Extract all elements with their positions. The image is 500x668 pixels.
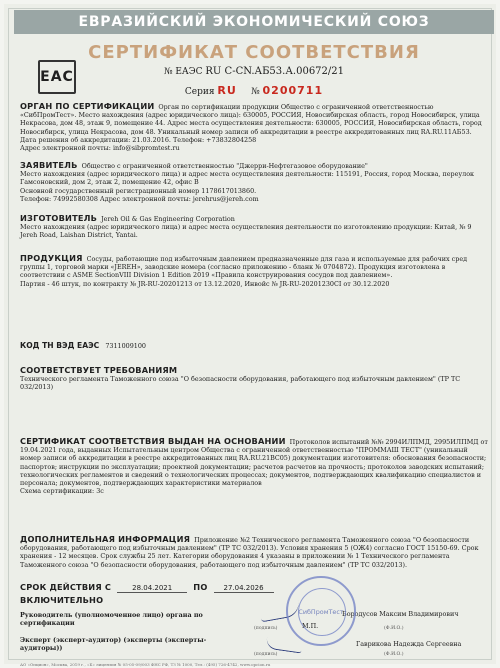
product-batch: Партия - 46 штук, по контракту № JR-RU-20201213 от 13.12.2020, Инвойс № JR-RU-20201230CI от 30.12.2020 [20, 279, 390, 288]
additional-text: Приложение №2 Технического регламента Таможенного союза "О безопасности оборудования, работающего под избыточным давлением" (ТР ТС 032/2013). Условия хранения 5 (ОЖ4) согласно ГОСТ 15150-69. Срок хранения - 12 месяцев. Срок службы 25 лет. Категории оборудования 4 указаны в приложении № 1 Технического регламента Таможенного союза "О безопасности оборудования, работающего под избыточным давлением" (ТР ТС 032/2013). [20, 536, 479, 569]
validity-inclusive-row [20, 595, 490, 605]
validity-row [20, 582, 490, 593]
manufacturer-heading: ИЗГОТОВИТЕЛЬ [20, 213, 98, 223]
requirements-text: Технического регламента Таможенного союза "О безопасности оборудования, работающего под избыточным давлением" (ТР ТС 032/2013) [20, 375, 461, 392]
tnved-code: 7311009100 [105, 342, 147, 350]
manufacturer-section [20, 214, 490, 240]
head-sign-caption: (подпись) [254, 626, 278, 631]
basis-section [20, 437, 490, 495]
applicant-contacts: Телефон: 74992580308 Адрес электронной почты: jerehrus@jereh.com [20, 194, 259, 203]
expert-name: Гаврикова Надежда Сергеевна [356, 640, 462, 648]
eac-logo-icon: EAC [38, 60, 76, 94]
head-name: Бородусов Максим Владимирович [342, 610, 459, 618]
registration-number [4, 66, 500, 77]
head-label: Руководитель (уполномоченное лицо) органа по сертификации [20, 611, 203, 627]
mp-label: М.П. [302, 622, 319, 630]
applicant-heading: ЗАЯВИТЕЛЬ [20, 160, 78, 170]
series-line [4, 84, 500, 97]
tnved-section [20, 342, 490, 350]
manufacturer-address: Место нахождения (адрес юридического лица) и адрес места осуществления деятельности по изготовлению продукции: Китай, № 9 Jereh Road, Laishan District, Yantai. [20, 223, 472, 240]
tnved-heading: КОД ТН ВЭД ЕАЭС [20, 341, 100, 350]
print-footer: АО «Опцион», Москва, 2019 г., «Б» лицензия № 05-05-09/003 ФНС РФ, ТЗ № 1000, Тел.: (495) 726-4742, www.opcion.ru [20, 662, 271, 667]
seal-stamp-icon [286, 576, 356, 646]
applicant-section [20, 161, 490, 203]
validity-to-label: ПО [193, 582, 208, 592]
product-section [20, 254, 490, 288]
organ-text: Орган по сертификации продукции Общество с ограниченной ответственностью «СибПромТест». Место нахождения (адрес юридического лица): 630005, РОССИЯ, Новосибирская область, город Новосибирск, улица Некрасова, дом 48, этаж 9, помещение 44. Адрес места осуществления деятельности: 630005, РОССИЯ, Новосибирская область, город Новосибирск, улица Некрасова, дом 48. Уникальный номер записи об аккредитации в реестре аккредитованных лиц RA.RU.11АБ53. Дата решения об аккредитации: 21.03.2016. Телефон: +73832804258 [20, 103, 482, 144]
certificate-title: СЕРТИФИКАТ СООТВЕТСТВИЯ [88, 42, 420, 63]
basis-text: Протоколов испытаний №№ 2994ИЛПМД, 2995ИЛПМД от 19.04.2021 года, выданных Испытательным центром Общества с ограниченной ответственностью "ПРОММАШ ТЕСТ" (уникальный номер записи об аккредитации в реестре аккредитованных лиц RA.RU.21ВС05) документации изготовителя: обоснования безопасности; паспортов; инструкции по эксплуатации; проектной документации; расчетов расчетов на прочность; протоколов заводских испытаний; технологических регламентов и сведений о технологических процессах; документов, подтверждающих квалификацию специалистов и персонала; документов, подтверждающих характеристики материалов [20, 438, 488, 488]
series-number: 0200711 [262, 84, 324, 97]
product-text: Сосуды, работающие под избыточным давлением предназначенные для газа и используемые для рабочих сред группы 1, торговой марки «JEREH», заводские номера (согласно приложению - бланк № 0704872). Продукция изготовлена в соответствии с ASME SectionVIII Division 1 Edition 2019 «Правила конструирования сосудов под давлением». [20, 255, 468, 280]
organ-email: Адрес электронной почты: info@sibpromtest.ru [20, 144, 180, 153]
additional-heading: ДОПОЛНИТЕЛЬНАЯ ИНФОРМАЦИЯ [20, 534, 191, 544]
expert-label: Эксперт (эксперт-аудитор) (эксперты (эксперты-аудиторы)) [20, 636, 207, 652]
requirements-heading: СООТВЕТСТВУЕТ ТРЕБОВАНИЯМ [20, 365, 178, 375]
series-label: Серия [184, 87, 215, 97]
additional-section [20, 535, 490, 569]
head-fio-caption: (Ф.И.О.) [384, 626, 404, 631]
validity-label: СРОК ДЕЙСТВИЯ С [20, 582, 112, 592]
seal-text: СибПромТест [298, 608, 344, 616]
basis-heading: СЕРТИФИКАТ СООТВЕТСТВИЯ ВЫДАН НА ОСНОВАНИИ [20, 436, 286, 446]
reg-prefix: № ЕАЭС [163, 67, 203, 77]
applicant-address: Место нахождения (адрес юридического лица) и адрес места осуществления деятельности: 115191, Россия, город Москва, переулок Гамсоновский, дом 2, этаж 2, помещение 42, офис В [20, 170, 475, 187]
applicant-ogrn: Основной государственный регистрационный номер 1178617013860. [20, 186, 257, 195]
reg-number-value: RU С-CN.АБ53.А.00672/21 [205, 66, 344, 77]
series-code: RU [217, 84, 237, 97]
product-heading: ПРОДУКЦИЯ [20, 253, 83, 263]
manufacturer-name: Jereh Oil & Gas Engineering Corporation [101, 215, 235, 223]
series-no-label: № [251, 87, 260, 97]
applicant-name: Общество с ограниченной ответственностью "Джерри-Нефтегазовое оборудование" [81, 162, 368, 170]
union-header-band: ЕВРАЗИЙСКИЙ ЭКОНОМИЧЕСКИЙ СОЮЗ [14, 10, 494, 34]
organ-section [20, 102, 490, 152]
requirements-section [20, 366, 490, 392]
basis-scheme: Схема сертификации: 3с [20, 487, 104, 496]
expert-sign-caption: (подпись) [254, 652, 278, 657]
validity-to: 27.04.2026 [214, 584, 274, 593]
validity-inclusive: ВКЛЮЧИТЕЛЬНО [20, 595, 104, 605]
expert-fio-caption: (Ф.И.О.) [384, 652, 404, 657]
organ-heading: ОРГАН ПО СЕРТИФИКАЦИИ [20, 101, 155, 111]
validity-from: 28.04.2021 [117, 584, 187, 593]
